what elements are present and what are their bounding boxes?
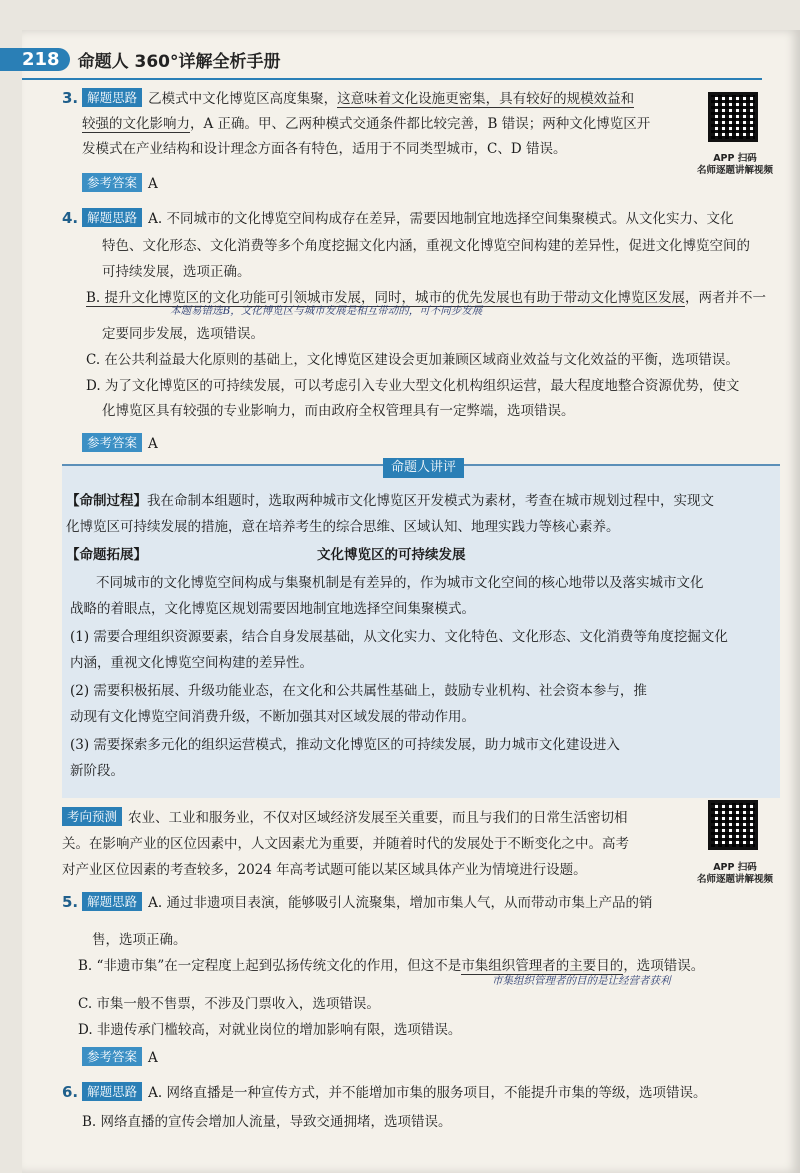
q4-b-line2: 定要同步发展，选项错误。 [102,326,264,342]
q6-a: 6. 解题思路 A. 网络直播是一种宣传方式，并不能增加市集的服务项目，不能提升市集的等级，选项错误。 [62,1083,707,1101]
handwritten-note: 本题易错选B，文化博览区与城市发展是相互带动的，可不同步发展 [170,305,483,317]
lecture-text: 战略的着眼点，文化博览区规划需要因地制宜地选择空间集聚模式。 [70,601,475,617]
lecture-process-line1: 【命制过程】我在命制本组题时，选取两种城市文化博览区开发模式为素材，考查在城市规划过程中，实现文 [66,493,714,509]
lecture-text: 内涵，重视文化博览空间构建的差异性。 [70,655,313,671]
book-title: 命题人 360°详解全析手册 [77,51,281,72]
question-number: 5. [62,893,79,911]
thinking-tag: 解题思路 [82,1082,142,1101]
q4-c: C. 在公共利益最大化原则的基础上，文化博览区建设会更加兼顾区域商业效益与文化效益的平衡，选项错误。 [86,352,739,368]
answer-tag: 参考答案 [82,173,142,192]
q5-b: B. “非遗市集”在一定程度上起到弘扬传统文化的作用，但这不是市集组织管理者的主要目的，选项错误。 [78,958,705,974]
lecture-text: (3) 需要探索多元化的组织运营模式，推动文化博览区的可持续发展，助力城市文化建设进入 [70,737,620,753]
lecture-text: 不同城市的文化博览空间构成与集聚机制是有差异的，作为城市文化空间的核心地带以及落实城市文化 [96,575,704,591]
lecture-text: (2) 需要积极拓展、升级功能业态，在文化和公共属性基础上，鼓励专业机构、社会资本参与，推 [70,683,647,699]
lecture-process-line2: 化博览区可持续发展的措施，意在培养考生的综合思维、区域认知、地理实践力等核心素养。 [66,519,620,535]
predict-tag: 考向预测 [62,807,122,826]
q5-d: D. 非遗传承门槛较高，对就业岗位的增加影响有限，选项错误。 [78,1022,462,1038]
q5-c: C. 市集一般不售票，不涉及门票收入，选项错误。 [78,996,380,1012]
page-number: 218 [0,48,70,71]
qr-code-icon[interactable] [708,800,758,850]
q6-b: B. 网络直播的宣传会增加人流量，导致交通拥堵，选项错误。 [82,1114,452,1130]
question-number: 6. [62,1083,79,1101]
lecture-text: (1) 需要合理组织资源要素，结合自身发展基础，从文化实力、文化特色、文化形态、文化消费等角度挖掘文化 [70,629,728,645]
qr-caption: APP 扫码 名师逐题讲解视频 [696,153,773,176]
q4-answer: 参考答案 A [82,432,158,456]
thinking-tag: 解题思路 [82,892,142,911]
predict-line2: 关。在影响产业的区位因素中，人文因素尤为重要，并随着时代的发展处于不断变化之中。高考 [62,836,629,852]
thinking-tag: 解题思路 [82,88,142,107]
lecture-text: 动现有文化博览空间消费升级，不断加强其对区域发展的带动作用。 [70,709,475,725]
q4-d-line1: D. 为了文化博览区的可持续发展，可以考虑引入专业大型文化机构组织运营，最大程度地整合资源优势，使文 [86,378,740,394]
predict-line3: 对产业区位因素的考查较多，2024 年高考试题可能以某区域具体产业为情境进行设题。 [62,862,587,878]
q4-b-line1: B. 提升文化博览区的文化功能可引领城市发展，同时，城市的优先发展也有助于带动文化博览区发展，两者并不一 [86,290,767,306]
q3-line2: 较强的文化影响力，A 正确。甲、乙两种模式交通条件都比较完善，B 错误；两种文化博览区开 [82,116,651,132]
q5-answer: 参考答案 A [82,1046,158,1070]
question-number: 4. [62,209,79,227]
q5-a-line1: 5. 解题思路 A. 通过非遗项目表演，能够吸引人流聚集，增加市集人气，从而带动市集上产品的销 [62,893,653,911]
q3-line1: 3. 解题思路 乙模式中文化博览区高度集聚，这意味着文化设施更密集，具有较好的规模效益和 [62,89,635,107]
lecture-extension-head: 【命题拓展】 文化博览区的可持续发展 [66,547,466,563]
q4-a-line1: 4. 解题思路 A. 不同城市的文化博览空间构成存在差异，需要因地制宜地选择空间集聚模式。从文化实力、文化 [62,209,734,227]
handwritten-note: 市集组织管理者的目的是让经营者获利 [492,975,671,987]
q4-a-line3: 可持续发展，选项正确。 [102,264,251,280]
lecture-title: 命题人讲评 [383,458,464,478]
answer-tag: 参考答案 [82,1047,142,1066]
predict-line1: 考向预测 农业、工业和服务业，不仅对区域经济发展至关重要，而且与我们的日常生活密切相 [62,806,702,830]
answer-tag: 参考答案 [82,433,142,452]
header-rule [22,78,762,80]
lecture-text: 新阶段。 [70,763,124,779]
qr-caption: APP 扫码 名师逐题讲解视频 [696,862,773,885]
q3-answer: 参考答案 A [82,172,158,196]
q3-line3: 发模式在产业结构和设计理念方面各有特色，适用于不同类型城市，C、D 错误。 [82,141,567,157]
q4-d-line2: 化博览区具有较强的专业影响力，而由政府全权管理具有一定弊端，选项错误。 [102,403,575,419]
thinking-tag: 解题思路 [82,208,142,227]
qr-code-icon[interactable] [708,92,758,142]
q5-a-line2: 售，选项正确。 [92,932,187,948]
q4-a-line2: 特色、文化形态、文化消费等多个角度挖掘文化内涵，重视文化博览空间构建的差异性，促进文化博览空间的 [102,238,750,254]
page-header [22,44,281,74]
question-number: 3. [62,89,79,107]
